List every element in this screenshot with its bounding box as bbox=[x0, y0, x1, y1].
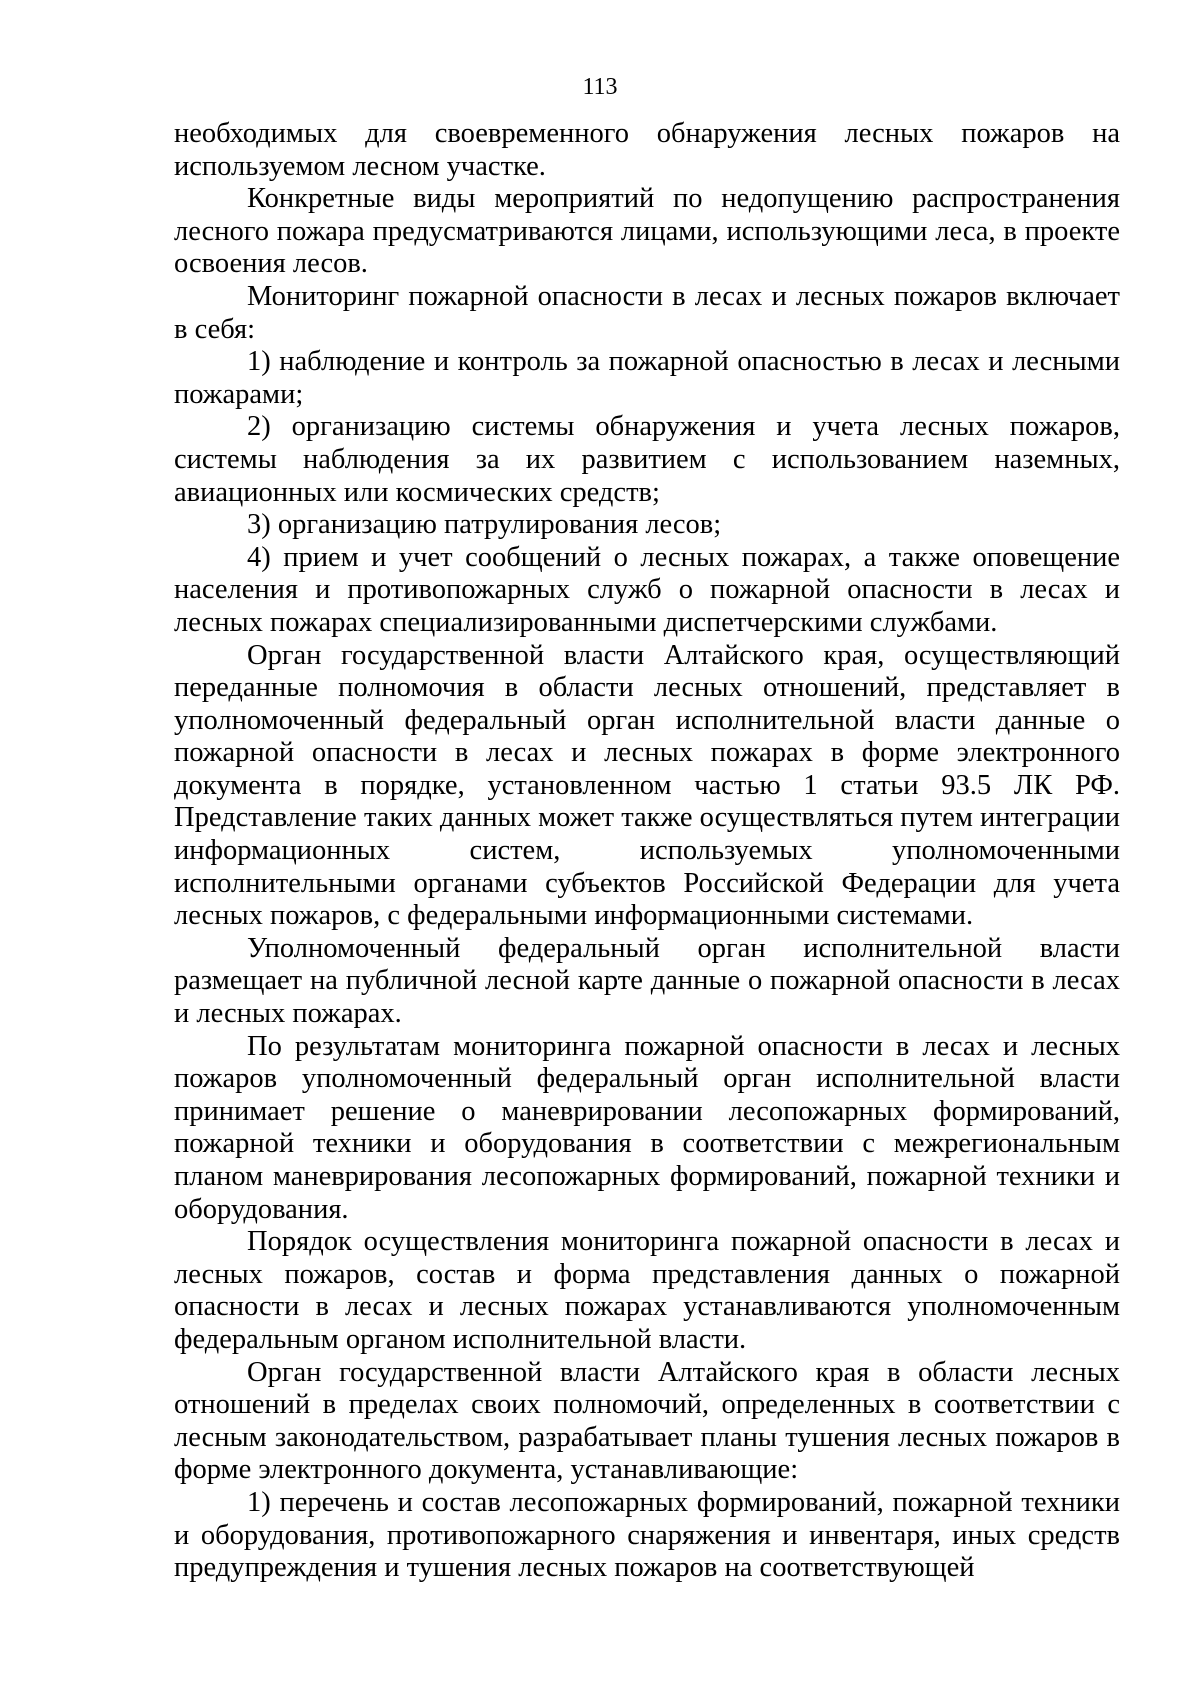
paragraph: Орган государственной власти Алтайского края, осуществляющий переданные полномочия в области лесных отношений, представляет в уполномоченный федеральный орган исполнительной власти данные о пожарной опасности в лесах и лесных пожарах в форме электронного документа в порядке, установленном частью 1 статьи 93.5 ЛК РФ. Представление таких данных может также осуществляться путем интеграции информационных систем, используемых уполномоченными исполнительными органами субъектов Российской Федерации для учета лесных пожаров, с федеральными информационными системами. bbox=[174, 639, 1120, 932]
paragraph: Мониторинг пожарной опасности в лесах и лесных пожаров включает в себя: bbox=[174, 280, 1120, 345]
list-item: 1) наблюдение и контроль за пожарной опасностью в лесах и лесными пожарами; bbox=[174, 346, 1120, 410]
document-body bbox=[174, 118, 1120, 1585]
paragraph: Уполномоченный федеральный орган исполнительной власти размещает на публичной лесной карте данные о пожарной опасности в лесах и лесных пожарах. bbox=[174, 932, 1120, 1030]
paragraph: Конкретные виды мероприятий по недопущению распространения лесного пожара предусматриваются лицами, использующими леса, в проекте освоения лесов. bbox=[174, 183, 1120, 280]
paragraph: Орган государственной власти Алтайского края в области лесных отношений в пределах своих полномочий, определенных в соответствии с лесным законодательством, разрабатывает планы тушения лесных пожаров в форме электронного документа, устанавливающие: bbox=[174, 1356, 1120, 1486]
paragraph: Порядок осуществления мониторинга пожарной опасности в лесах и лесных пожаров, состав и форма представления данных о пожарной опасности в лесах и лесных пожарах устанавливаются уполномоченным федеральным органом исполнительной власти. bbox=[174, 1226, 1120, 1355]
list-item: 2) организацию системы обнаружения и учета лесных пожаров, системы наблюдения за их развитием с использованием наземных, авиационных или космических средств; bbox=[174, 411, 1120, 508]
list-item: 4) прием и учет сообщений о лесных пожарах, а также оповещение населения и противопожарных служб о пожарной опасности в лесах и лесных пожарах специализированными диспетчерскими службами. bbox=[174, 541, 1120, 638]
page-number: 113 bbox=[582, 74, 618, 100]
list-item: 1) перечень и состав лесопожарных формирований, пожарной техники и оборудования, противопожарного снаряжения и инвентаря, иных средств предупреждения и тушения лесных пожаров на соответствующей bbox=[174, 1486, 1120, 1584]
list-item: 3) организацию патрулирования лесов; bbox=[247, 509, 722, 541]
paragraph-continuation: необходимых для своевременного обнаружения лесных пожаров на используемом лесном участке. bbox=[174, 118, 1120, 182]
paragraph: По результатам мониторинга пожарной опасности в лесах и лесных пожаров уполномоченный федеральный орган исполнительной власти принимает решение о маневрировании лесопожарных формирований, пожарной техники и оборудования в соответствии с межрегиональным планом маневрирования лесопожарных формирований, пожарной техники и оборудования. bbox=[174, 1030, 1120, 1225]
